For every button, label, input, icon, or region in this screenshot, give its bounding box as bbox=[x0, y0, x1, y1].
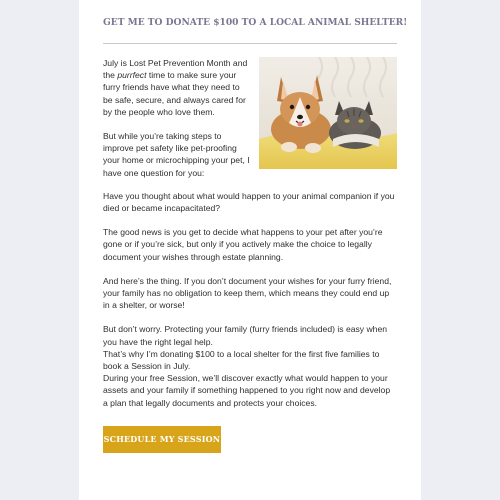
heres-the-thing-paragraph: And here’s the thing. If you don’t document your wishes for your furry friend, your family has no obligation to keep them, which means they could end up in a shelter, or worse! bbox=[103, 275, 392, 311]
donation-paragraph: That’s why I’m donating $100 to a local shelter for the first five families to book a Session in July. bbox=[103, 348, 380, 372]
good-news-paragraph: The good news is you get to decide what happens to your pet after you’re gone or if you’re sick, but only if you actively make the choice to legally document your wishes through estate planning. bbox=[103, 227, 383, 262]
intro-p1-end: time to make sure your furry friends have what they need to be safe, secure, and always cared for by the people who love them. bbox=[103, 70, 246, 117]
divider bbox=[103, 43, 397, 44]
intro-p1-start: July is Lost Pet Prevention Month and the bbox=[103, 58, 248, 81]
intro-paragraph-1 bbox=[103, 57, 251, 118]
intro-paragraph-2: But while you’re taking steps to improve pet safety like pet-proofing your home or microchipping your pet, I have one question for you: bbox=[103, 131, 250, 178]
intro-text bbox=[103, 57, 251, 179]
closing-paragraphs bbox=[103, 323, 397, 408]
body-text bbox=[103, 190, 397, 409]
dont-worry-paragraph: But don’t worry. Protecting your family (furry friends included) is easy when you have the right legal help. bbox=[103, 324, 388, 347]
purrfect-emphasis: purrfect bbox=[117, 70, 147, 81]
email-card bbox=[79, 0, 421, 500]
free-session-paragraph: During your free Session, we’ll discover exactly what would happen to your assets and your family if something happened to you right now and develop a plan that legally documents and protects your choices. bbox=[103, 373, 391, 408]
email-headline: GET ME TO DONATE $100 TO A LOCAL ANIMAL SHELTER! bbox=[103, 17, 408, 28]
corgi-and-cat-photo bbox=[259, 57, 397, 169]
schedule-session-button[interactable]: SCHEDULE MY SESSION bbox=[103, 426, 221, 453]
question-paragraph: Have you thought about what would happen to your animal companion if you died or became incapacitated? bbox=[103, 190, 395, 214]
intro-row bbox=[103, 57, 397, 179]
